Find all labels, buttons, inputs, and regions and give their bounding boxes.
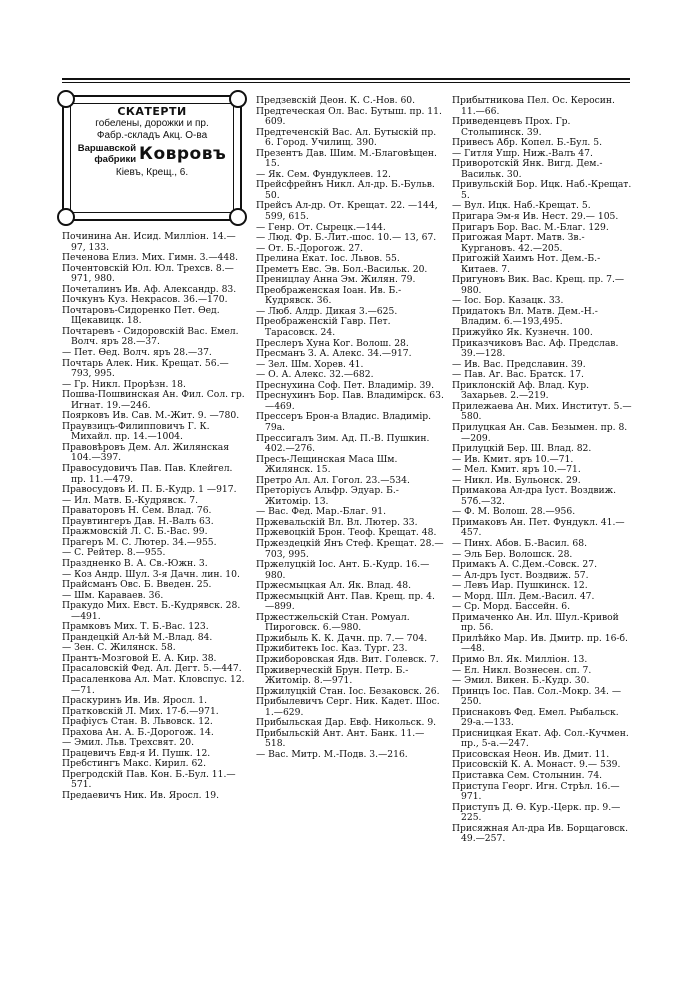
- directory-entry: — Іос. Бор. Казацк. 33.: [452, 295, 564, 307]
- directory-column-2: [256, 96, 444, 760]
- directory-entry: Пребстингъ Макс. Кирил. 62.: [62, 758, 207, 770]
- directory-entry: Прелина Екат. Іос. Львов. 55.: [256, 253, 400, 265]
- ad-line: Фабр.-складъ Акц. О-ва: [96, 130, 208, 141]
- directory-entry: Приклонскій Аф. Влад. Кур. Захарьев. 2.—219.: [452, 379, 589, 402]
- directory-entry: — Эмил. Льв. Трехсвят. 20.: [62, 737, 195, 749]
- directory-entry: Преницлау Анна Эм. Жилян. 79.: [256, 274, 416, 286]
- directory-entry: — Эмил. Викен. Б.-Кудр. 30.: [452, 675, 590, 687]
- ad-small-text: Варшавской: [77, 143, 137, 154]
- directory-entry: — О. А. Алекс. 32.—682.: [256, 369, 374, 381]
- directory-entry: — Пинх. Абов. Б.-Васил. 68.: [452, 537, 587, 549]
- ad-address: Кіевъ, Крещ., 6.: [115, 167, 189, 178]
- ad-corner-ornament-icon: [229, 208, 247, 226]
- directory-column-1: [62, 232, 248, 802]
- directory-entry: Почтарь Алек. Ник. Крещат. 56.—793, 995.: [62, 357, 229, 380]
- directory-entry: Пригожая Март. Матв. Зв.-Кургановъ. 42.—205.: [452, 232, 585, 254]
- directory-entry: — Ив. Вас. Предславин. 39.: [452, 358, 586, 370]
- directory-entry: — Вул. Ицк. Наб.-Крещат. 5.: [452, 200, 591, 212]
- directory-entry: — Як. Сем. Фундуклеев. 12.: [256, 168, 391, 180]
- directory-entry: Почкунъ Куз. Некрасов. 36.—170.: [62, 294, 228, 306]
- directory-entry: Прафіусъ Стан. В. Львовск. 12.: [62, 716, 213, 728]
- directory-entry: Присяжная Ал-дра Ив. Борщаговск. 49.—257.: [452, 822, 629, 845]
- directory-entry: — Гр. Никл. Прорѣзн. 18.: [62, 378, 186, 390]
- directory-entry: Присовская Неон. Ив. Дмит. 11.: [452, 748, 610, 760]
- directory-entry: Пресманъ З. А. Алекс. 34.—917.: [256, 348, 412, 360]
- directory-entry: — Эль Бер. Волошск. 28.: [452, 548, 573, 560]
- directory-entry: Прагеръ М. С. Лютер. 34.—955.: [62, 536, 217, 548]
- ad-small-text: фабрики: [94, 154, 137, 165]
- directory-entry: — Вас. Митр. М.-Подв. 3.—216.: [256, 748, 408, 760]
- directory-entry: Преображенская Іоан. Ив. Б.-Кудрявск. 36.: [256, 284, 402, 307]
- directory-entry: Почеталинъ Ив. Аф. Александр. 83.: [62, 283, 237, 295]
- directory-entry: — Шм. Караваев. 36.: [62, 589, 164, 601]
- directory-entry: Пошва-Пошвинская Ан. Фил. Сол. гр. Игнат. 19.—246.: [62, 389, 245, 411]
- directory-entry: Преторіусъ Альфр. Эдуар. Б.-Житомір. 13.: [256, 485, 399, 507]
- directory-entry: Презентъ Дав. Шим. М.-Благовѣщен. 15.: [256, 147, 437, 170]
- directory-entry: — Гитля Ушр. Ниж.-Валъ 47.: [452, 147, 593, 159]
- directory-entry: Придатокъ Вл. Матв. Дем.-Н.-Владим. 6.—193,495.: [452, 305, 598, 328]
- directory-entry: Пржевоцкій Брон. Теоф. Крещат. 48.: [256, 527, 437, 539]
- directory-entry: Прасаленкова Ал. Мат. Кловспус. 12.—71.: [62, 673, 245, 696]
- directory-entry: Прижуйко Як. Кузнечн. 100.: [452, 327, 593, 339]
- directory-entry: Приведенцевъ Прох. Гр. Столыпинск. 39.: [452, 116, 571, 138]
- carpet-advertisement: [62, 95, 242, 221]
- ad-title: СКАТЕРТИ: [117, 105, 187, 118]
- directory-entry: Печенова Елиз. Мих. Гимн. 3.—448.: [62, 252, 238, 264]
- directory-entry: Пржесмыцкая Ал. Як. Влад. 48.: [256, 580, 412, 592]
- directory-entry: Преметъ Евс. Эв. Бол.-Васильк. 20.: [256, 263, 428, 275]
- ad-corner-ornament-icon: [57, 208, 75, 226]
- directory-entry: Примаченко Ан. Ил. Шул.-Кривой пр. 56.: [452, 611, 619, 634]
- directory-entry: Пригожій Хаимъ Нот. Дем.-Б.-Китаев. 7.: [452, 253, 601, 275]
- directory-entry: Прамковъ Мих. Т. Б.-Вас. 123.: [62, 621, 209, 633]
- directory-entry: Приказчиковъ Вас. Аф. Предслав. 39.—128.: [452, 337, 619, 360]
- directory-entry: Приснаковъ Фед. Емел. Рыбальск. 29-а.—133.: [452, 706, 619, 729]
- directory-entry: — Люб. Алдр. Дикая 3.—625.: [256, 305, 398, 317]
- directory-entry: Присницкая Екат. Аф. Сол.-Кучмен. пр., 5-а.—247.: [452, 727, 629, 750]
- ad-line: гобелены, дорожки и пр.: [95, 118, 209, 129]
- directory-entry: — Ел. Никл. Вознесен. сп. 7.: [452, 664, 592, 676]
- directory-entry: Пржесмыцкій Ант. Пав. Крещ. пр. 4.—899.: [256, 590, 435, 613]
- directory-entry: Пригара Эм-я Ив. Нест. 29.— 105.: [452, 211, 619, 223]
- directory-entry: Привесъ Абр. Копел. Б.-Бул. 5.: [452, 137, 603, 149]
- directory-entry: Прилѣйко Мар. Ив. Дмитр. пр. 16-б.—48.: [452, 632, 628, 655]
- directory-entry: Приступъ Д. Ө. Кур.-Церк. пр. 9.—225.: [452, 801, 621, 824]
- directory-entry: — Вас. Фед. Мар.-Благ. 91.: [256, 506, 387, 518]
- directory-entry: Правосудовичъ Пав. Пав. Клейгел. пр. 11.—479.: [62, 463, 233, 485]
- directory-entry: Праздненко В. А. Св.-Южн. 3.: [62, 557, 208, 569]
- directory-entry: Пригуновъ Вик. Вас. Крещ. пр. 7.—980.: [452, 274, 625, 296]
- directory-entry: — С. Рейтер. 8.—955.: [62, 547, 166, 559]
- directory-entry: Пржездецкій Янъ Стеф. Крещат. 28.—703, 995.: [256, 537, 444, 560]
- directory-entry: — Зен. С. Жилянск. 58.: [62, 642, 176, 654]
- directory-entry: Праваторовъ Н. Сем. Влад. 76.: [62, 505, 212, 517]
- directory-entry: Прессигалъ Зим. Ад. П.-В. Пушкин. 402.—276.: [256, 432, 430, 455]
- directory-entry: Присовскій К. А. Монаст. 9.— 539.: [452, 759, 621, 771]
- directory-entry: — Левъ Иар. Пушкинск. 12.: [452, 580, 588, 592]
- directory-entry: Пресъ-Лещинская Маса Шм. Жилянск. 15.: [256, 453, 398, 476]
- directory-entry: Починина Ан. Исид. Милліон. 14.—97, 133.: [62, 231, 236, 253]
- directory-entry: Пржиборовская Ядв. Вит. Голевск. 7.: [256, 653, 439, 665]
- directory-entry: Претро Ал. Ал. Гогол. 23.—534.: [256, 474, 410, 486]
- directory-entry: Пракудо Мих. Евст. Б.-Кудрявск. 28.—491.: [62, 600, 241, 622]
- directory-entry: Примакъ А. С.Дем.-Совск. 27.: [452, 559, 598, 571]
- directory-entry: Примаковъ Ан. Пет. Фундукл. 41.—457.: [452, 516, 625, 539]
- directory-entry: — Пав. Аг. Вас. Братск. 17.: [452, 369, 584, 381]
- directory-entry: Прибылевичъ Серг. Ник. Кадет. Шос. 1.—629.: [256, 696, 440, 718]
- directory-entry: Прибыльскій Ант. Ант. Банк. 11.—518.: [256, 727, 425, 750]
- directory-entry: — Генр. От. Сырецк.—144.: [256, 221, 386, 233]
- directory-entry: Пржибыль К. К. Дачн. пр. 7.— 704.: [256, 632, 428, 644]
- directory-entry: Прессеръ Брон-а Владис. Владимір. 79а.: [256, 411, 432, 433]
- directory-entry: Преслеръ Хуна Ког. Волош. 28.: [256, 337, 409, 349]
- directory-entry: Предаевичъ Ник. Ив. Яросл. 19.: [62, 789, 220, 801]
- directory-entry: — Пет. Өед. Волч. яръ 28.—37.: [62, 347, 212, 359]
- directory-entry: Прегродскій Пав. Кон. Б.-Бул. 11.—571.: [62, 768, 236, 791]
- directory-entry: — Ив. Кмит. яръ 10.—71.: [452, 453, 574, 465]
- directory-entry: Прейсъ Ал-др. От. Крещат. 22. —144, 599, 615.: [256, 200, 438, 223]
- directory-entry: — Зел. Шм. Хорев. 41.: [256, 358, 364, 370]
- directory-entry: Предтеченскій Вас. Ал. Бутыскій пр. 6. Город. Училищ. 390.: [256, 126, 437, 149]
- directory-entry: Прилуцкая Ан. Сав. Безымен. пр. 8.—209.: [452, 421, 628, 444]
- directory-entry: — От. Б.-Дорогож. 27.: [256, 242, 364, 254]
- directory-entry: Прантъ-Мозговой Е. А. Кир. 38.: [62, 652, 217, 664]
- directory-entry: — Ал-дръ Іуст. Воздвиж. 57.: [452, 569, 589, 581]
- directory-entry: Приступа Георг. Игн. Стрѣл. 16.—971.: [452, 780, 620, 803]
- directory-entry: Пратковскій Л. Мих. 17-б.—971.: [62, 705, 219, 717]
- directory-entry: Примо Вл. Як. Милліон. 13.: [452, 653, 588, 665]
- directory-entry: — Ср. Морд. Бассейн. 6.: [452, 601, 570, 613]
- directory-entry: Пржестжельскій Стан. Ромуал. Пироговск. 6.—980.: [256, 611, 410, 634]
- directory-entry: Принцъ Іос. Пав. Сол.-Мокр. 34. —250.: [452, 685, 622, 708]
- directory-entry: Привульскій Бор. Ицк. Наб.-Крещат. 5.: [452, 179, 632, 201]
- directory-entry: Прейсфрейнъ Никл. Ал-др. Б.-Бульв. 50.: [256, 179, 435, 201]
- directory-entry: Пржелуцкій Іос. Ант. Б.-Кудр. 16.—980.: [256, 559, 430, 581]
- directory-entry: Праскуринъ Ив. Ив. Яросл. 1.: [62, 695, 208, 707]
- directory-entry: Предзевскій Деон. К. С.-Нов. 60.: [256, 95, 416, 106]
- directory-entry: Прандецкій Ал-ѣй М.-Влад. 84.: [62, 631, 213, 643]
- directory-entry: Пригаръ Бор. Вас. М.-Благ. 129.: [452, 221, 609, 233]
- directory-entry: Прибыльская Дар. Евф. Никольск. 9.: [256, 717, 437, 729]
- directory-entry: Почтаровъ-Сидоренко Пет. Өед. Щекавицк. 18.: [62, 304, 220, 327]
- directory-entry: Правосудовъ И. П. Б.-Кудр. 1 —917.: [62, 484, 237, 496]
- directory-entry: Працевичъ Евд-я И. Пушк. 12.: [62, 747, 211, 759]
- header-rule-thin: [62, 82, 630, 83]
- directory-entry: Правовѣровъ Дем. Ал. Жилянская 104.—397.: [62, 441, 230, 464]
- directory-entry: — Коз Андр. Шул. 3-я Дачн. лин. 10.: [62, 568, 240, 580]
- directory-entry: Пржилуцкій Стан. Іос. Безаковск. 26.: [256, 685, 440, 697]
- directory-entry: Приставка Сем. Столынин. 74.: [452, 770, 603, 781]
- directory-entry: Преснухина Соф. Пет. Владимір. 39.: [256, 379, 435, 391]
- directory-entry: Преснухинъ Бор. Пав. Владимірск. 63.—469.: [256, 390, 444, 412]
- directory-entry: Приворотскій Янк. Вигд. Дем.-Васильк. 30.: [452, 158, 603, 180]
- directory-entry: — Морд. Шл. Дем.-Васил. 47.: [452, 590, 595, 602]
- directory-entry: Примакова Ал-дра Іуст. Воздвиж. 57б.—32.: [452, 485, 617, 507]
- directory-column-3: [452, 96, 632, 845]
- directory-entry: Прасаловскій Фед. Ал. Дегт. 5.—447.: [62, 663, 242, 675]
- directory-entry: Пржевальскій Вл. Вл. Лютер. 33.: [256, 516, 418, 528]
- directory-entry: Пражмовскій Л. С. Б.-Вас. 99.: [62, 526, 208, 538]
- directory-entry: — Люд. Фр. Б.-Лит.-шос. 10.— 13, 67.: [256, 232, 437, 244]
- ad-brand: Ковровъ: [139, 144, 227, 164]
- ad-brand-row: [64, 143, 240, 165]
- header-rule: [62, 78, 630, 80]
- directory-entry: Прайсманъ Овс. Б. Введен. 25.: [62, 579, 212, 591]
- directory-entry: — Ф. М. Волош. 28.—956.: [452, 506, 576, 518]
- directory-entry: — Никл. Ив. Бульонск. 29.: [452, 474, 581, 486]
- directory-entry: Прилежаева Ан. Мих. Институт. 5.—580.: [452, 400, 632, 423]
- directory-entry: Прибытникова Пел. Ос. Керосин. 11.—66.: [452, 95, 615, 117]
- directory-entry: Почтаревъ - Сидоровскій Вас. Емел. Волч. яръ 28.—37.: [62, 325, 239, 348]
- ad-brand-left: [78, 143, 136, 165]
- directory-entry: Предтеческая Ол. Вас. Бутыш. пр. 11. 609.: [256, 105, 442, 128]
- directory-entry: Праувзицъ-Филипповичъ Г. К. Михайл. пр. 14.—1004.: [62, 420, 210, 443]
- directory-entry: Прилуцкій Бер. Ш. Влад. 82.: [452, 443, 592, 455]
- directory-entry: Прахова Ан. А. Б.-Дорогож. 14.: [62, 726, 214, 738]
- directory-entry: Поярковъ Ив. Сав. М.-Жит. 9. —780.: [62, 410, 240, 422]
- directory-entry: Праувтингеръ Дав. Н.-Валъ 63.: [62, 515, 214, 527]
- directory-entry: — Мел. Кмит. яръ 10.—71.: [452, 464, 581, 476]
- directory-entry: Пржибитекъ Іос. Каз. Тург. 23.: [256, 643, 408, 655]
- directory-entry: Почентовскій Юл. Юл. Трехсв. 8.—971, 980.: [62, 262, 234, 285]
- directory-entry: Прживерческій Брун. Петр. Б.-Житомір. 8.—971.: [256, 664, 409, 687]
- directory-entry: — Ил. Матв. Б.-Кудрявск. 7.: [62, 494, 199, 506]
- directory-entry: Преображенскій Гавр. Пет. Тарасовск. 24.: [256, 316, 391, 339]
